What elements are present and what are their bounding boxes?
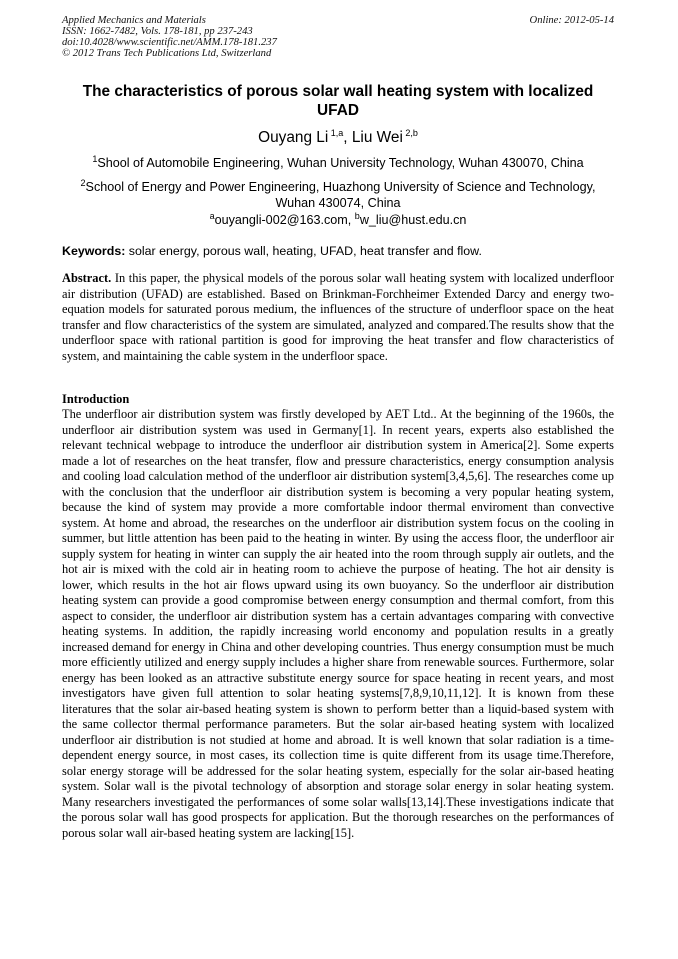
online-date: Online: 2012-05-14 bbox=[529, 15, 614, 26]
keywords-text: solar energy, porous wall, heating, UFAD, heat transfer and flow. bbox=[125, 244, 482, 258]
author-2-affil-sup: 2,b bbox=[402, 127, 418, 138]
keywords bbox=[62, 244, 614, 258]
introduction-body: The underfloor air distribution system was firstly developed by AET Ltd.. At the beginning of the 1960s, the underfloor air distribution system was used in Germany[1]. In recent years, experts also established the relevant technical webpage to introduce the underfloor air distribution system in America[2]. Some experts made a lot of researches on the heat transfer, flow and pressure characteristics, energy consumption analysis and cooling load calculation method of the underfloor air distribution system[3,4,5,6]. The researches come up with the conclusion that the underfloor air distribution system is becoming a very popular heating system, because the kind of system may provide a more comfortable indoor thermal enviroment than convective system. At home and abroad, the researches on the underfloor air distribution system focus on the cooling in summer, but little attention has been paid to the heating in winter. By using the access floor, the underfloor air supply system for heating in winter can supply the air heated into the room through supply air outlets, and the hot air is mixed with the cold air in heating room to achieve the purpose of heating. The hot air density is lower, which results in the hot air flows upward using its own buoyancy. So the underfloor air distribution heating system can provide a good compromise between energy consumption and thermal comfort, from this aspect to consider, the underfloor air distribution system has a certain advantages comparing with convective heating systems. In addition, the rapidly increasing world enconomy and population results in a greatly increased demand for energy in China and other developing countries. Thus energy consumption must be much more efficiently utilized and energy supply includes a higher share from renewable sources. Furthermore, solar energy has been looked as an attractive substitute energy source for space heating in recent years, and most investigators have given full attention to solar heating systems[7,8,9,10,11,12]. It is known from these literatures that the solar air-based heating system is shown to perform better than a liquid-based system with the same collector thermal performance parameters. But the solar air-based heating system with localized underfloor air distribution is not studied at home and abroad. It is well known that solar radiation is a time-dependent energy source, in most cases, its collection time is quite different from its usage time.Therefore, solar energy storage will be addressed for the solar heating system, especially for the solar air-based heating system. Solar wall is the pivotal technology of absorption and storage solar energy in solar heating system. Many researchers investigated the performances of some solar walls[13,14].These investigations indicate that the porous solar wall has good prospects for application. But the thorough researches on the performances of porous solar wall air-based heating system are lacking[15]. bbox=[62, 407, 614, 840]
author-2-name: Liu Wei bbox=[351, 129, 403, 146]
author-line bbox=[62, 129, 614, 147]
affiliation-1-text: Shool of Automobile Engineering, Wuhan University Technology, Wuhan 430070, China bbox=[97, 156, 584, 170]
affiliation-2-sup: 2 bbox=[80, 177, 86, 188]
email-b-sup: b bbox=[354, 210, 360, 221]
author-1-name: Ouyang Li bbox=[258, 129, 329, 146]
affiliation-2 bbox=[78, 179, 598, 211]
abstract-label: Abstract. bbox=[62, 271, 112, 285]
affiliation-1-sup: 1 bbox=[92, 153, 98, 164]
email-a[interactable]: ouyangli-002@163.com, bbox=[214, 213, 355, 227]
introduction-heading: Introduction bbox=[62, 392, 130, 406]
affiliation-2-text: School of Energy and Power Engineering, Huazhong University of Science and Technology, Wuhan 430074, China bbox=[85, 180, 596, 210]
issn-line: ISSN: 1662-7482, Vols. 178-181, pp 237-243 bbox=[62, 26, 253, 37]
copyright-line: © 2012 Trans Tech Publications Ltd, Switzerland bbox=[62, 48, 272, 59]
keywords-label: Keywords: bbox=[62, 244, 126, 258]
paper-title: The characteristics of porous solar wall heating system with localized UFAD bbox=[82, 83, 594, 119]
email-line bbox=[62, 212, 614, 228]
abstract-text: In this paper, the physical models of the porous solar wall heating system with localized underfloor air distribution (UFAD) are established. Based on Brinkman-Forchheimer Extended Darcy and energy two-equation models for saturated porous medium, the influences of the structure of underfloor space on the heat transfer and flow characteristics of the system are simulated, analyzed and compared.The results show that the underfloor space with rational partition is good for improving the heat transfer and flow characteristics of system, and maintaining the cable system in the underfloor space. bbox=[62, 271, 614, 363]
author-separator: , bbox=[343, 129, 352, 146]
journal-name: Applied Mechanics and Materials bbox=[62, 15, 206, 26]
affiliation-1 bbox=[62, 155, 614, 171]
abstract bbox=[62, 271, 614, 364]
doi-line: doi:10.4028/www.scientific.net/AMM.178-181.237 bbox=[62, 37, 277, 48]
author-1-affil-sup: 1,a bbox=[328, 127, 344, 138]
email-b[interactable]: w_liu@hust.edu.cn bbox=[359, 213, 467, 227]
journal-header bbox=[62, 15, 614, 59]
email-a-sup: a bbox=[209, 210, 215, 221]
